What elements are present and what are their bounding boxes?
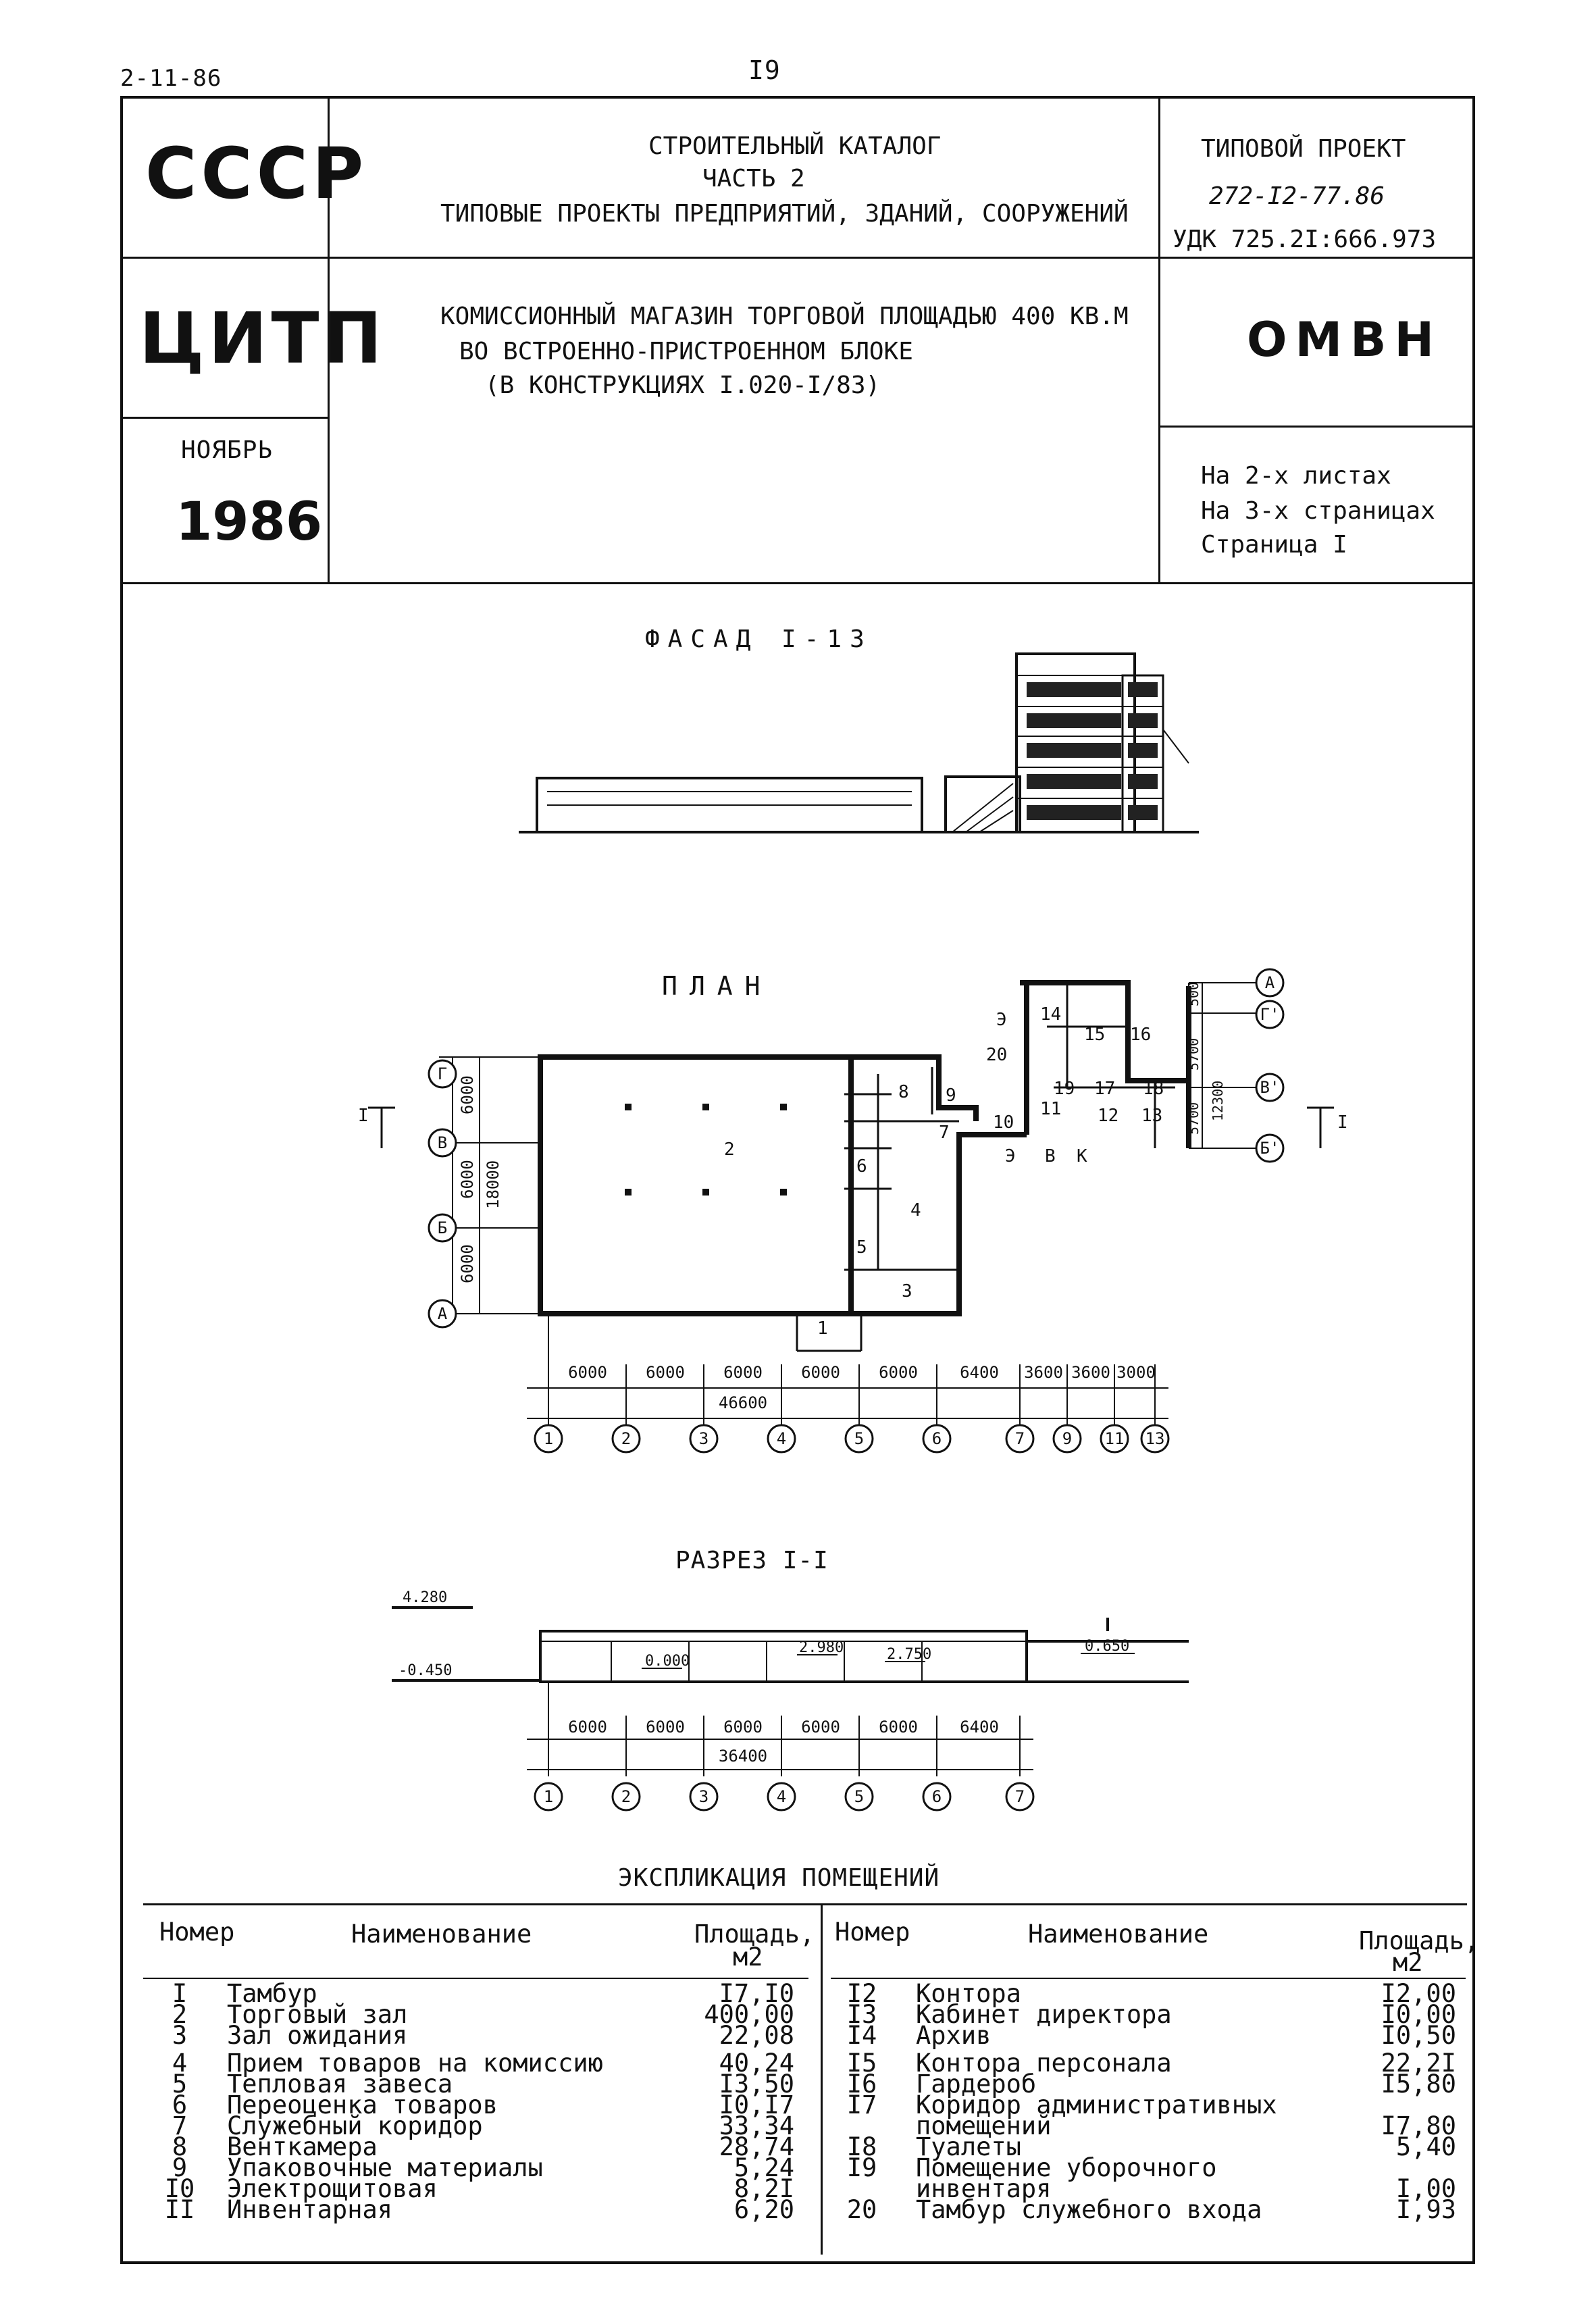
row-name: Венткамера: [227, 2132, 378, 2161]
room-label: 10: [993, 1112, 1014, 1133]
total-span-label: 46600: [718, 1393, 768, 1412]
section-axis-number: 5: [854, 1787, 865, 1806]
room-label: 2: [724, 1139, 735, 1160]
right-span-label: 500: [1185, 981, 1202, 1006]
section-axis-number: 1: [543, 1787, 554, 1806]
row-area: 5,24: [733, 2153, 794, 2182]
left-total-label: 18000: [484, 1160, 503, 1209]
room-label: 5: [856, 1237, 867, 1258]
room-label: 19: [1054, 1079, 1075, 1099]
row-name: Туалеты: [916, 2132, 1021, 2161]
room-label: 9: [946, 1085, 956, 1106]
row-number: I0: [164, 2174, 195, 2203]
org-citp: ЦИТП: [139, 297, 386, 380]
catalog-line-3: ТИПОВЫЕ ПРОЕКТЫ ПРЕДПРИЯТИЙ, ЗДАНИЙ, СООРУЖЕНИЙ: [440, 200, 1129, 228]
row-name: Электрощитовая: [227, 2174, 438, 2203]
catalog-line-1: СТРОИТЕЛЬНЫЙ КАТАЛОГ: [648, 132, 942, 160]
row-number: I3: [846, 2000, 877, 2029]
section-span-label: 6400: [960, 1718, 999, 1737]
sheet-count: На 2-х листах: [1201, 462, 1391, 490]
col-header-name: Наименование: [1028, 1920, 1209, 1949]
row-area: I0,00: [1381, 2000, 1456, 2029]
row-name: Контора: [916, 1979, 1021, 2008]
room-label: 1: [817, 1318, 828, 1339]
row-number: I6: [846, 2069, 877, 2099]
left-span-label: 6000: [458, 1160, 477, 1199]
row-number: 9: [172, 2153, 188, 2182]
axis-number: 5: [854, 1429, 865, 1448]
section-span-label: 6000: [879, 1718, 918, 1737]
room-label: 14: [1040, 1004, 1062, 1025]
row-name: Переоценка товаров: [227, 2090, 498, 2119]
axis-number: 6: [931, 1429, 942, 1448]
section-mark-right: I: [1337, 1112, 1348, 1133]
table-row: [159, 2021, 808, 2050]
axis-number: 13: [1145, 1429, 1165, 1448]
row-area: 40,24: [719, 2049, 794, 2078]
span-label: 3000: [1116, 1363, 1156, 1382]
service-mark: Э: [1005, 1146, 1016, 1166]
level-label: 2.750: [887, 1646, 932, 1663]
col-header-area: Площадь,: [1359, 1926, 1480, 1955]
row-name: Зал ожидания: [227, 2021, 408, 2050]
room-label: 15: [1084, 1025, 1106, 1045]
row-number: I: [172, 1979, 188, 2008]
section-total-label: 36400: [718, 1747, 768, 1766]
row-area: 33,34: [719, 2111, 794, 2140]
row-number: I5: [846, 2049, 877, 2078]
axis-letter: В: [437, 1133, 448, 1152]
row-number: 20: [846, 2195, 877, 2224]
level-label: -0.450: [398, 1662, 453, 1679]
section-span-label: 6000: [723, 1718, 763, 1737]
axis-letter: В': [1260, 1078, 1280, 1097]
room-label: 13: [1141, 1106, 1163, 1126]
room-label: 7: [939, 1123, 950, 1143]
explication-left: [159, 1979, 808, 2224]
room-label: 11: [1040, 1099, 1062, 1119]
section-axis-number: 6: [931, 1787, 942, 1806]
row-area: I0,I7: [719, 2090, 794, 2119]
row-area: 28,74: [719, 2132, 794, 2161]
row-number: 7: [172, 2111, 188, 2140]
axis-number: 7: [1014, 1429, 1025, 1448]
room-label: 12: [1098, 1106, 1119, 1126]
row-name: Торговый зал: [227, 2000, 408, 2029]
explication-title: ЭКСПЛИКАЦИЯ ПОМЕЩЕНИЙ: [618, 1864, 940, 1892]
room-label: 20: [986, 1045, 1008, 1065]
row-area: 22,2I: [1381, 2049, 1456, 2078]
axis-number: 1: [543, 1429, 554, 1448]
project-label: ТИПОВОЙ ПРОЕКТ: [1201, 135, 1406, 163]
service-mark: В: [1045, 1146, 1056, 1166]
room-label: 3: [902, 1281, 912, 1302]
axis-letter: Г: [437, 1064, 448, 1083]
row-name: Коридор административных: [916, 2090, 1277, 2119]
row-name: Упаковочные материалы: [227, 2153, 543, 2182]
col-header-unit: м2: [733, 1943, 763, 1972]
section-axis-number: 7: [1014, 1787, 1025, 1806]
left-span-label: 6000: [458, 1075, 477, 1114]
col-header-name: Наименование: [351, 1920, 532, 1949]
issue-year: 1986: [176, 492, 323, 552]
axis-letter: А: [437, 1304, 448, 1323]
span-label: 3600: [1071, 1363, 1110, 1382]
row-number: I4: [846, 2021, 877, 2050]
section-mark-left: I: [358, 1106, 369, 1126]
row-area: I2,00: [1381, 1979, 1456, 2008]
right-total-label: 12300: [1210, 1080, 1226, 1121]
room-label: 6: [856, 1156, 867, 1177]
facade-title: ФАСАД I-13: [645, 625, 873, 653]
row-number: II: [164, 2195, 195, 2224]
span-label: 6000: [646, 1363, 685, 1382]
row-name: Инвентарная: [227, 2195, 393, 2224]
row-name: Тамбур служебного входа: [916, 2195, 1262, 2224]
span-label: 6000: [879, 1363, 918, 1382]
row-name: Архив: [916, 2021, 992, 2050]
axis-number: 3: [698, 1429, 709, 1448]
row-name-cont: инвентаря: [916, 2174, 1052, 2203]
section-span-label: 6000: [568, 1718, 607, 1737]
row-name: Прием товаров на комиссию: [227, 2049, 603, 2078]
span-label: 3600: [1024, 1363, 1063, 1382]
axis-letter: Б: [437, 1218, 448, 1237]
row-name: Тамбур: [227, 1979, 317, 2008]
row-number: 4: [172, 2049, 188, 2078]
section-axis-number: 4: [776, 1787, 787, 1806]
row-name: Гардероб: [916, 2069, 1037, 2099]
row-area: I0,50: [1381, 2021, 1456, 2050]
row-name-cont: помещений: [916, 2111, 1052, 2140]
project-title-line-3: (В КОНСТРУКЦИЯХ I.020-I/83): [485, 371, 881, 399]
room-label: 17: [1094, 1079, 1116, 1099]
row-area: 5,40: [1395, 2132, 1456, 2161]
service-mark: К: [1077, 1146, 1087, 1166]
axis-letter: Б': [1260, 1139, 1280, 1158]
project-title-line-1: КОМИССИОННЫЙ МАГАЗИН ТОРГОВОЙ ПЛОЩАДЬЮ 400 КВ.М: [440, 303, 1129, 330]
project-code: ОМВН: [1247, 312, 1443, 367]
project-number: 272-I2-77.86: [1209, 182, 1385, 210]
level-label: 4.280: [403, 1589, 448, 1606]
row-area: I,93: [1395, 2195, 1456, 2224]
room-label: 4: [910, 1200, 921, 1220]
section-roof-body: [540, 1631, 1027, 1682]
axis-number: 2: [621, 1429, 632, 1448]
row-area: I7,80: [1381, 2111, 1456, 2140]
row-area: 6,20: [733, 2195, 794, 2224]
span-label: 6000: [568, 1363, 607, 1382]
row-number: 3: [172, 2021, 188, 2050]
issue-month: НОЯБРЬ: [181, 436, 274, 464]
plan-title: ПЛАН: [662, 971, 773, 1001]
col-header-area: Площадь,: [694, 1920, 815, 1949]
span-label: 6000: [801, 1363, 840, 1382]
page-info: Страница I: [1201, 531, 1347, 559]
row-name: Кабинет директора: [916, 2000, 1172, 2029]
row-area: I3,50: [719, 2069, 794, 2099]
right-span-label: 5700: [1185, 1037, 1202, 1071]
date-stamp: 2-11-86: [120, 65, 222, 92]
catalog-line-2: ЧАСТЬ 2: [702, 165, 805, 192]
service-mark: Э: [996, 1010, 1007, 1030]
col-header-number: Номер: [835, 1918, 910, 1947]
page-number: I9: [748, 55, 781, 85]
level-label: 0.000: [645, 1653, 690, 1670]
table-row: [159, 2195, 808, 2224]
row-number: 5: [172, 2069, 188, 2099]
row-number: I7: [846, 2090, 877, 2119]
section-title: РАЗРЕЗ I-I: [675, 1547, 829, 1574]
room-label: 8: [898, 1082, 909, 1102]
col-header-number: Номер: [159, 1918, 235, 1947]
row-number: 2: [172, 2000, 188, 2029]
row-area: I,00: [1395, 2174, 1456, 2203]
row-name: Служебный коридор: [227, 2111, 483, 2140]
row-number: I8: [846, 2132, 877, 2161]
section-axis-number: 2: [621, 1787, 632, 1806]
explication-right: [835, 1979, 1456, 2224]
span-label: 6000: [723, 1363, 763, 1382]
row-number: I2: [846, 1979, 877, 2008]
row-area: 8,2I: [733, 2174, 794, 2203]
row-name: Контора персонала: [916, 2049, 1172, 2078]
row-area: 22,08: [719, 2021, 794, 2050]
axis-letter: Г': [1260, 1005, 1280, 1024]
row-name: Помещение уборочного: [916, 2153, 1217, 2182]
section-span-label: 6000: [801, 1718, 840, 1737]
row-area: I7,I0: [719, 1979, 794, 2008]
table-row: [835, 2195, 1456, 2224]
right-span-label: 5700: [1185, 1102, 1202, 1135]
axis-number: 4: [776, 1429, 787, 1448]
section-span-label: 6000: [646, 1718, 685, 1737]
span-label: 6400: [960, 1363, 999, 1382]
project-title-line-2: ВО ВСТРОЕННО-ПРИСТРОЕННОМ БЛОКЕ: [459, 338, 913, 365]
level-label: 2.980: [799, 1639, 844, 1656]
axis-letter: А: [1264, 973, 1275, 992]
row-number: I9: [846, 2153, 877, 2182]
section-axis-number: 3: [698, 1787, 709, 1806]
row-number: 8: [172, 2132, 188, 2161]
row-number: 6: [172, 2090, 188, 2119]
room-label: 18: [1143, 1079, 1164, 1099]
page-count: На 3-х страницах: [1201, 497, 1435, 525]
level-label: 0.650: [1085, 1638, 1130, 1655]
left-span-label: 6000: [458, 1244, 477, 1283]
col-header-unit: м2: [1393, 1948, 1423, 1977]
axis-number: 11: [1104, 1429, 1125, 1448]
row-area: I5,80: [1381, 2069, 1456, 2099]
table-row: [835, 2021, 1456, 2050]
row-name: Тепловая завеса: [227, 2069, 453, 2099]
org-ussr: СССР: [145, 132, 368, 215]
room-label: 16: [1130, 1025, 1152, 1045]
axis-number: 9: [1062, 1429, 1073, 1448]
row-area: 400,00: [704, 2000, 794, 2029]
udk-code: УДК 725.2I:666.973: [1173, 226, 1437, 253]
